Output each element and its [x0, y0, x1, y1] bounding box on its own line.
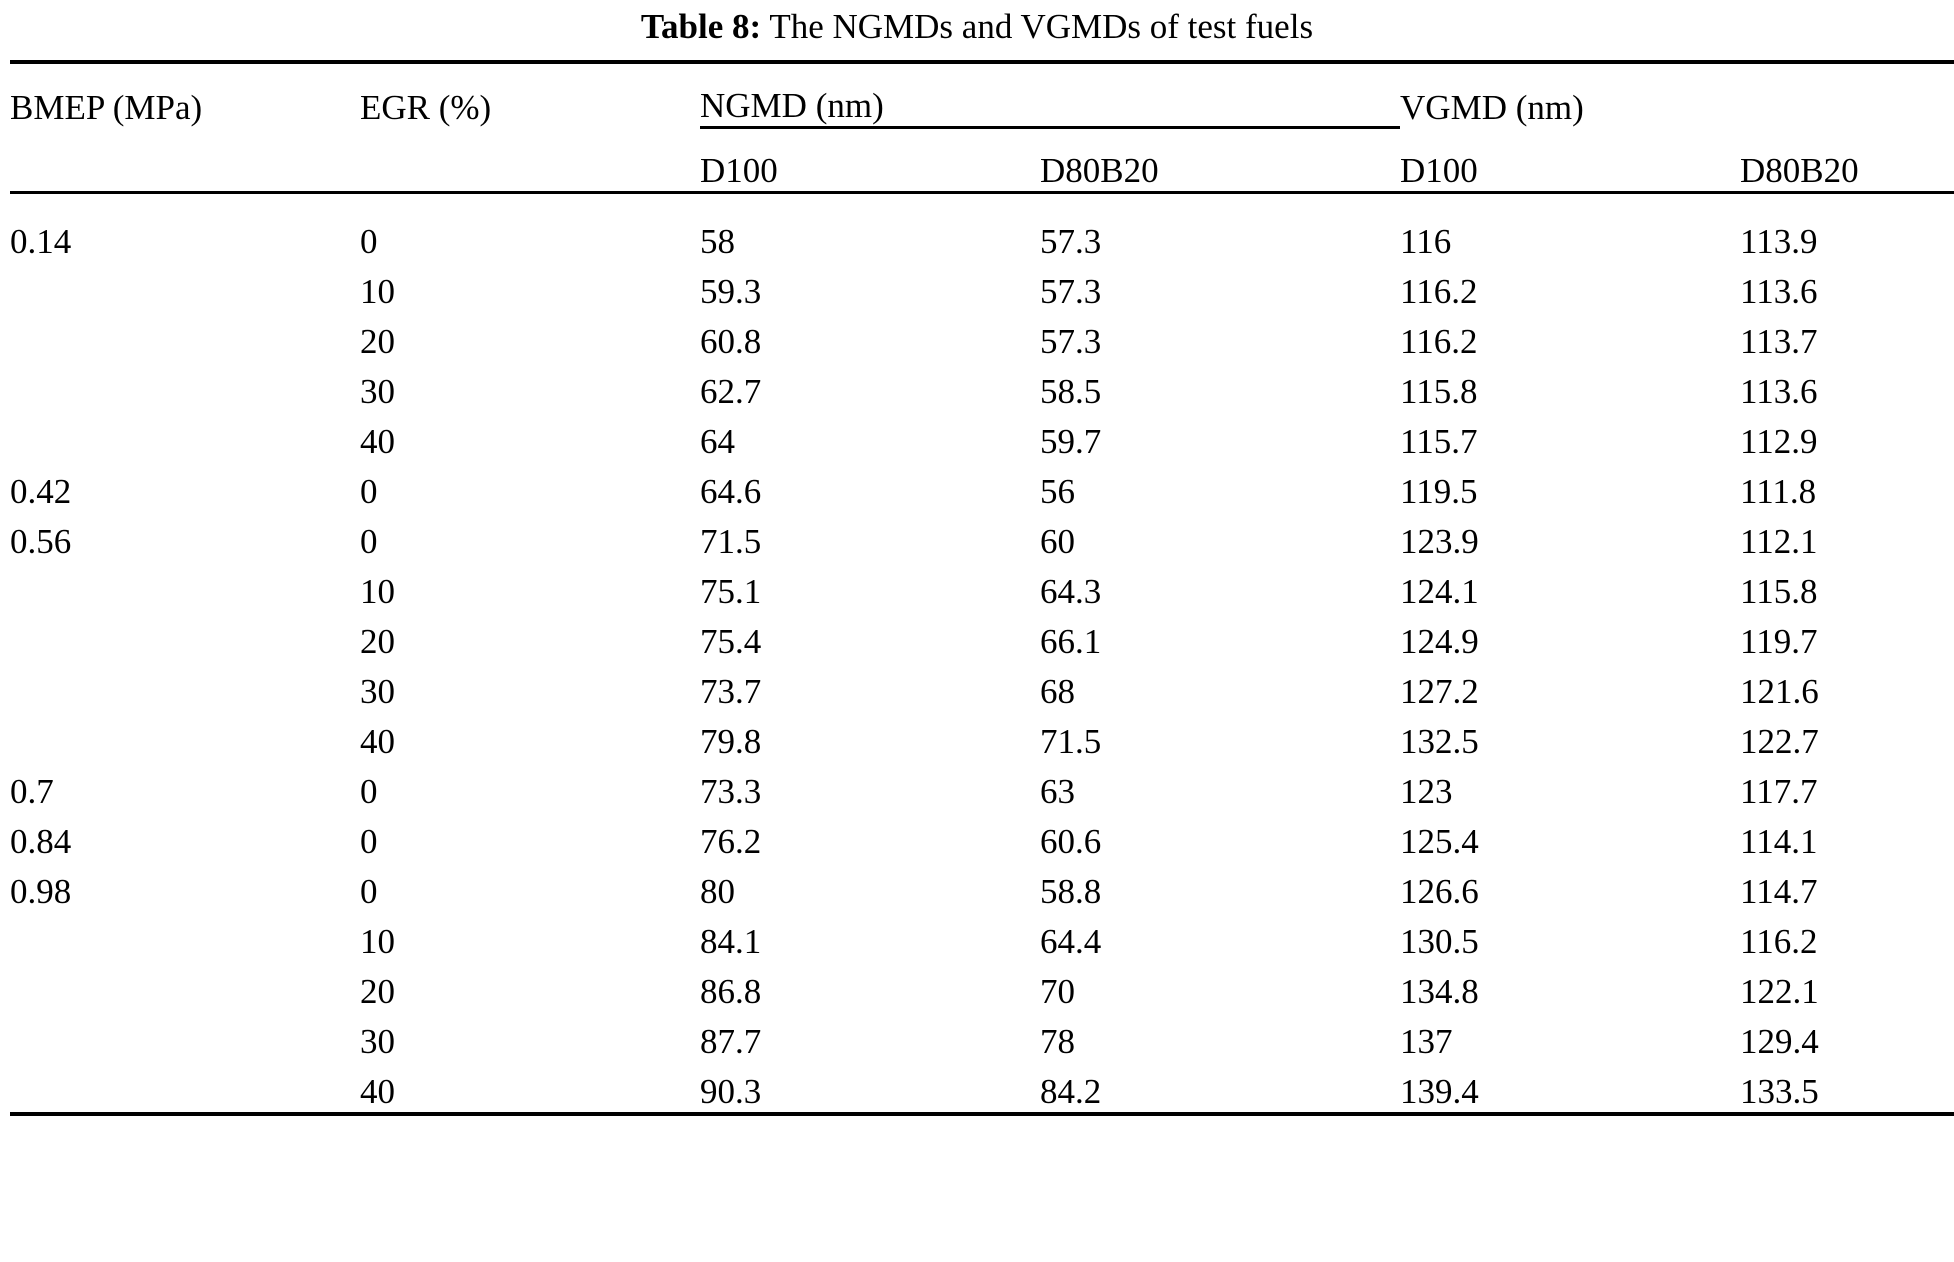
cell-egr: 20: [360, 622, 395, 661]
cell-egr: 0: [360, 222, 378, 261]
table-row: [10, 662, 1954, 712]
cell-bmep: [10, 712, 360, 762]
header-egr: EGR (%): [360, 62, 700, 128]
cell-ngmd-d100: 87.7: [700, 1022, 762, 1061]
cell-ngmd-d80b20: 57.3: [1040, 222, 1102, 261]
cell-ngmd-d100: 58: [700, 222, 735, 261]
cell-vgmd-d100: 123.9: [1400, 522, 1479, 561]
cell-vgmd-d80b20: 116.2: [1740, 922, 1818, 961]
cell-vgmd-d100: 137: [1400, 1022, 1453, 1061]
cell-vgmd-d100: 119.5: [1400, 472, 1478, 511]
cell-ngmd-d100: 73.3: [700, 772, 762, 811]
header-vgmd-d80b20: D80B20: [1740, 128, 1954, 193]
cell-vgmd-d100: 127.2: [1400, 672, 1479, 711]
cell-bmep: 0.14: [10, 222, 72, 261]
cell-ngmd-d80b20: 59.7: [1040, 422, 1102, 461]
header-bmep: BMEP (MPa): [10, 62, 360, 128]
cell-ngmd-d100: 76.2: [700, 822, 762, 861]
table-caption-text: The NGMDs and VGMDs of test fuels: [769, 7, 1314, 46]
table-row: [10, 862, 1954, 912]
cell-vgmd-d100: 116: [1400, 222, 1452, 261]
cell-vgmd-d80b20: 112.1: [1740, 522, 1818, 561]
cell-egr: 40: [360, 1062, 700, 1114]
cell-vgmd-d100: 115.8: [1400, 372, 1478, 411]
cell-ngmd-d100: 86.8: [700, 972, 762, 1011]
table-header-row-fuels: [10, 128, 1954, 193]
gap-cell: [10, 193, 1954, 213]
cell-egr: 30: [360, 372, 395, 411]
cell-bmep: [10, 262, 360, 312]
cell-bmep: [10, 962, 360, 1012]
cell-bmep: [10, 412, 360, 462]
table-caption: [10, 0, 1944, 60]
cell-egr: 0: [360, 522, 378, 561]
cell-vgmd-d80b20: 113.7: [1740, 322, 1818, 361]
cell-bmep: 0.42: [10, 472, 72, 511]
cell-ngmd-d80b20: 57.3: [1040, 322, 1102, 361]
cell-egr: 30: [360, 672, 395, 711]
cell-vgmd-d80b20: 113.6: [1740, 372, 1818, 411]
cell-vgmd-d80b20: 113.9: [1740, 222, 1818, 261]
cell-bmep: [10, 1062, 360, 1114]
header-ngmd-d100: D100: [700, 128, 1040, 193]
cell-vgmd-d100: 124.9: [1400, 622, 1479, 661]
header-egr-blank: [360, 128, 700, 193]
cell-egr: 0: [360, 872, 378, 911]
cell-egr: 10: [360, 572, 395, 611]
cell-ngmd-d80b20: 58.5: [1040, 372, 1102, 411]
cell-ngmd-d100: 90.3: [700, 1062, 1040, 1114]
cell-ngmd-d80b20: 60: [1040, 522, 1075, 561]
header-vgmd-d100: D100: [1400, 128, 1740, 193]
cell-egr: 0: [360, 472, 378, 511]
cell-vgmd-d100: 139.4: [1400, 1062, 1740, 1114]
cell-bmep: [10, 562, 360, 612]
cell-ngmd-d100: 60.8: [700, 322, 762, 361]
header-body-gap: [10, 193, 1954, 213]
cell-ngmd-d100: 75.4: [700, 622, 762, 661]
cell-vgmd-d80b20: 121.6: [1740, 672, 1819, 711]
table-row: [10, 1062, 1954, 1114]
cell-ngmd-d100: 62.7: [700, 372, 762, 411]
cell-vgmd-d100: 130.5: [1400, 922, 1479, 961]
cell-vgmd-d100: 115.7: [1400, 422, 1478, 461]
cell-ngmd-d100: 64: [700, 422, 735, 461]
cell-vgmd-d80b20: 133.5: [1740, 1062, 1954, 1114]
cell-vgmd-d100: 124.1: [1400, 572, 1479, 611]
table-row: [10, 262, 1954, 312]
cell-ngmd-d100: 79.8: [700, 722, 762, 761]
header-ngmd-d80b20: D80B20: [1040, 128, 1400, 193]
cell-ngmd-d80b20: 57.3: [1040, 272, 1102, 311]
cell-bmep: 0.84: [10, 822, 72, 861]
cell-vgmd-d80b20: 115.8: [1740, 572, 1818, 611]
table-caption-label: Table 8:: [640, 7, 762, 46]
cell-egr: 40: [360, 422, 395, 461]
cell-bmep: [10, 912, 360, 962]
cell-vgmd-d80b20: 114.7: [1740, 872, 1818, 911]
header-group-vgmd: VGMD (nm): [1400, 62, 1954, 128]
cell-vgmd-d80b20: 122.1: [1740, 972, 1819, 1011]
table-row: [10, 562, 1954, 612]
cell-vgmd-d80b20: 119.7: [1740, 622, 1818, 661]
header-group-ngmd: NGMD (nm): [700, 62, 1400, 128]
cell-ngmd-d80b20: 63: [1040, 772, 1075, 811]
cell-egr: 10: [360, 922, 395, 961]
cell-vgmd-d80b20: 113.6: [1740, 272, 1818, 311]
cell-bmep: [10, 1012, 360, 1062]
cell-vgmd-d80b20: 111.8: [1740, 472, 1817, 511]
table-row: [10, 1012, 1954, 1062]
table-row: [10, 812, 1954, 862]
cell-ngmd-d100: 84.1: [700, 922, 762, 961]
cell-egr: 0: [360, 772, 378, 811]
cell-ngmd-d80b20: 60.6: [1040, 822, 1102, 861]
cell-bmep: [10, 312, 360, 362]
data-table: [10, 60, 1954, 1116]
cell-ngmd-d80b20: 68: [1040, 672, 1075, 711]
cell-bmep: [10, 662, 360, 712]
cell-vgmd-d80b20: 129.4: [1740, 1022, 1819, 1061]
cell-bmep: [10, 362, 360, 412]
cell-ngmd-d80b20: 78: [1040, 1022, 1075, 1061]
cell-ngmd-d80b20: 71.5: [1040, 722, 1102, 761]
table-row: [10, 212, 1954, 262]
cell-bmep: [10, 612, 360, 662]
cell-vgmd-d100: 125.4: [1400, 822, 1479, 861]
cell-vgmd-d80b20: 112.9: [1740, 422, 1818, 461]
cell-ngmd-d80b20: 64.3: [1040, 572, 1102, 611]
cell-ngmd-d80b20: 58.8: [1040, 872, 1102, 911]
cell-ngmd-d100: 75.1: [700, 572, 762, 611]
cell-ngmd-d100: 59.3: [700, 272, 762, 311]
cell-egr: 20: [360, 972, 395, 1011]
cell-vgmd-d100: 123: [1400, 772, 1453, 811]
cell-vgmd-d100: 134.8: [1400, 972, 1479, 1011]
cell-vgmd-d100: 132.5: [1400, 722, 1479, 761]
cell-ngmd-d80b20: 64.4: [1040, 922, 1102, 961]
cell-ngmd-d100: 80: [700, 872, 735, 911]
table-row: [10, 712, 1954, 762]
table-row: [10, 362, 1954, 412]
cell-egr: 30: [360, 1022, 395, 1061]
table-row: [10, 462, 1954, 512]
cell-ngmd-d80b20: 84.2: [1040, 1062, 1400, 1114]
cell-egr: 10: [360, 272, 395, 311]
table-row: [10, 762, 1954, 812]
cell-ngmd-d100: 73.7: [700, 672, 762, 711]
header-bmep-blank: [10, 128, 360, 193]
cell-egr: 20: [360, 322, 395, 361]
table-row: [10, 912, 1954, 962]
cell-bmep: 0.56: [10, 522, 72, 561]
cell-vgmd-d100: 116.2: [1400, 272, 1478, 311]
cell-ngmd-d80b20: 70: [1040, 972, 1075, 1011]
cell-egr: 40: [360, 722, 395, 761]
cell-ngmd-d100: 64.6: [700, 472, 762, 511]
table-header-row-groups: [10, 62, 1954, 128]
cell-vgmd-d100: 126.6: [1400, 872, 1479, 911]
table-row: [10, 612, 1954, 662]
table-row: [10, 512, 1954, 562]
cell-ngmd-d100: 71.5: [700, 522, 762, 561]
cell-vgmd-d80b20: 114.1: [1740, 822, 1818, 861]
cell-bmep: 0.98: [10, 872, 72, 911]
cell-ngmd-d80b20: 56: [1040, 472, 1075, 511]
table-row: [10, 962, 1954, 1012]
cell-bmep: 0.7: [10, 772, 54, 811]
cell-egr: 0: [360, 822, 378, 861]
cell-vgmd-d100: 116.2: [1400, 322, 1478, 361]
cell-vgmd-d80b20: 117.7: [1740, 772, 1818, 811]
cell-vgmd-d80b20: 122.7: [1740, 722, 1819, 761]
cell-ngmd-d80b20: 66.1: [1040, 622, 1102, 661]
table-row: [10, 412, 1954, 462]
table-row: [10, 312, 1954, 362]
